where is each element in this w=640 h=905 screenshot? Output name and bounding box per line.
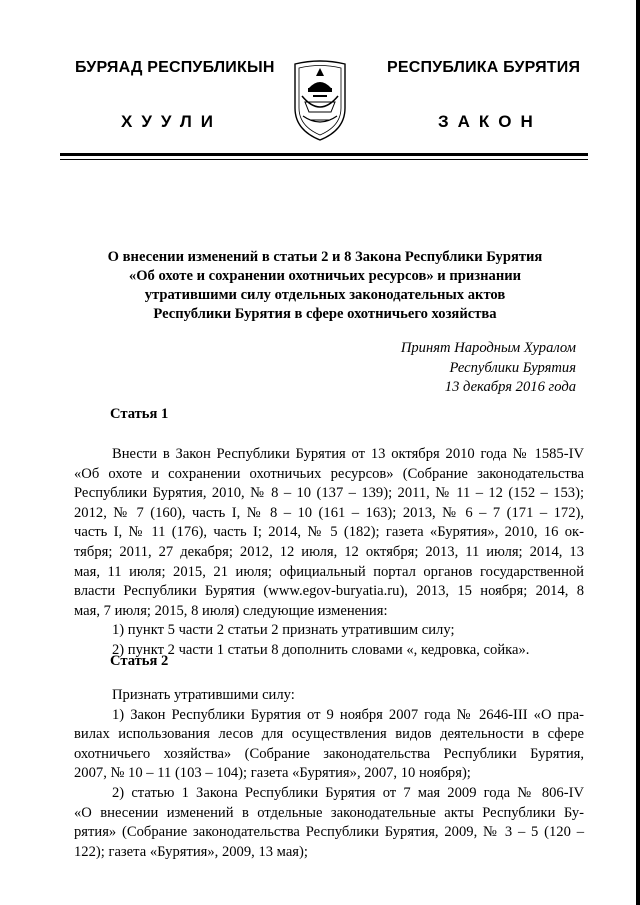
adoption-line: Республики Бурятия [449,359,576,376]
article-1-heading: Статья 1 [110,406,169,422]
article-2-line: «О внесении изменений в отдельные законодательные акты Республики Бу- [74,804,584,821]
article-1-line: власти Республики Бурятия (www.egov-buryatia.ru), 2013, 15 ноября; 2014, 8 [74,583,584,600]
header-right-law: ЗАКОН [438,112,542,131]
article-1-line: Внести в Закон Республики Бурятия от 13 октября 2010 года № 1585-IV [112,446,584,462]
page-edge-border [636,0,640,905]
article-2-line: 2) статью 1 Закона Республики Бурятия от 7 мая 2009 года № 806-IV [112,784,584,801]
article-1-line: «Об охоте и сохранении охотничьих ресурсов» (Собрание законодательства [74,465,584,482]
buryatia-coat-of-arms-icon [291,58,349,142]
article-1-body [74,445,584,661]
article-2-body [74,686,584,862]
header-right-republic: РЕСПУБЛИКА БУРЯТИЯ [387,59,581,76]
title-line: «Об охоте и сохранении охотничьих ресурсов» и признании [128,268,522,284]
article-2-line: 2007, № 10 – 11 (103 – 104); газета «Бурятия», 2007, 10 ноября); [74,765,471,782]
article-1-item: 2) пункт 2 части 1 статьи 8 дополнить словами «, кедровка, сойка». [112,641,530,658]
adoption-note [401,339,576,398]
article-1-line: часть I, № 11 (176), часть I; 2014, № 5 (182); газета «Бурятия», 2010, 16 ок- [74,524,584,541]
article-1-line: Республики Бурятия, 2010, № 8 – 10 (137 – 139); 2011, № 11 – 12 (152 – 153); [74,485,584,502]
header-left-republic: БУРЯАД РЕСПУБЛИКЫН [75,59,275,76]
article-1-line: тября; 2011, 27 декабря; 2012, 12 июля, 12 октября; 2013, 11 июля; 2014, 13 [74,543,584,560]
adoption-line: Принят Народным Хуралом [400,340,576,356]
title-line: Республики Бурятия в сфере охотничьего хозяйства [153,306,497,322]
header-left-law: ХУУЛИ [121,112,222,131]
article-2-line: 122); газета «Бурятия», 2009, 13 мая); [74,843,308,860]
article-1-item: 1) пункт 5 части 2 статьи 2 признать утратившим силу; [112,622,455,639]
article-2-line: вилах использования лесов для осуществления видов деятельности в сфере [74,726,584,743]
article-1-line: мая, 7 июля; 2015, 8 июля) следующие изменения: [74,602,388,619]
header-rule-thin [60,159,588,160]
header-rule-thick [60,153,588,156]
title-line: утратившими силу отдельных законодательных актов [144,287,506,303]
adoption-line: 13 декабря 2016 года [444,379,576,395]
article-2-line: 1) Закон Республики Бурятия от 9 ноября 2007 года № 2646-III «О пра- [112,706,584,723]
article-2-line: Признать утратившими силу: [112,687,295,703]
article-2-heading: Статья 2 [110,653,169,669]
article-1-line: 2012, № 7 (160), часть I, № 8 – 10 (161 – 163); 2013, № 6 – 7 (171 – 172), [74,504,584,521]
article-1-line: мая, 11 июля; 2015, 21 июля; официальный портал органов государственной [74,563,584,580]
law-title [80,248,570,324]
title-line: О внесении изменений в статьи 2 и 8 Закона Республики Бурятия [107,249,543,265]
article-2-line: охотничьего хозяйства» (Собрание законодательства Республики Бурятия, [74,745,584,762]
article-2-line: рятия» (Собрание законодательства Республики Бурятия, 2009, № 3 – 5 (120 – [74,824,584,841]
